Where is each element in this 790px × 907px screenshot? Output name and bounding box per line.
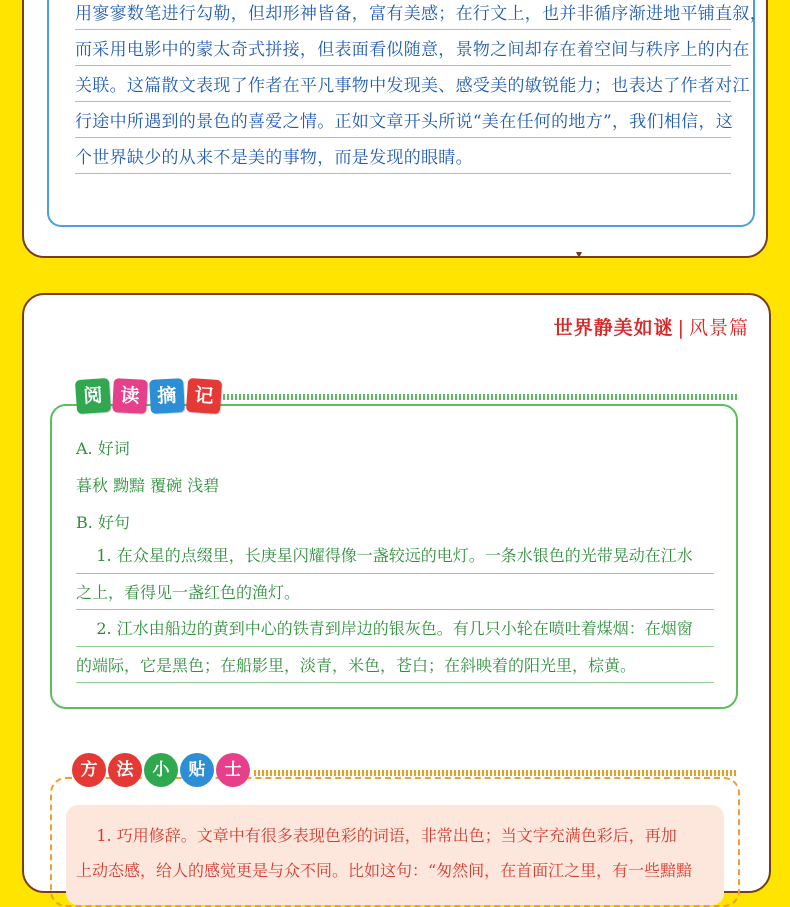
reading-notes-tag bbox=[76, 379, 221, 413]
series-header bbox=[554, 313, 749, 340]
top-card bbox=[22, 0, 768, 258]
series-subtitle: 风景篇 bbox=[688, 317, 749, 339]
tag-char: 小 bbox=[144, 753, 178, 787]
method-tips-content bbox=[66, 805, 724, 905]
good-sentences bbox=[76, 537, 714, 683]
sentence-line: 的端际，它是黑色；在船影里，淡青，米色，苍白；在斜映着的阳光里，棕黄。 bbox=[76, 647, 714, 684]
good-words: 暮秋 黝黯 覆碗 浅碧 bbox=[76, 476, 220, 495]
analysis-text bbox=[75, 0, 767, 174]
series-divider: | bbox=[677, 317, 685, 339]
sentence-line: 2. 江水由船边的黄到中心的铁青到岸边的银灰色。有几只小轮在喷吐着煤烟：在烟窗 bbox=[76, 610, 714, 647]
dotted-divider bbox=[223, 394, 738, 400]
analysis-line: 个世界缺少的从来不是美的事物，而是发现的眼睛。 bbox=[75, 138, 731, 174]
tag-char: 法 bbox=[108, 753, 142, 787]
method-tips-tag bbox=[72, 753, 250, 787]
tip-line: 1. 巧用修辞。文章中有很多表现色彩的词语，非常出色；当文字充满色彩后，再加 bbox=[76, 826, 677, 845]
tag-char: 摘 bbox=[149, 378, 185, 414]
good-words-label: A. 好词 bbox=[76, 439, 130, 458]
main-card bbox=[22, 293, 771, 893]
analysis-line: 而采用电影中的蒙太奇式拼接，但表面看似随意，景物之间却存在着空间与秩序上的内在 bbox=[75, 30, 731, 66]
analysis-box bbox=[47, 0, 767, 227]
tag-char: 贴 bbox=[180, 753, 214, 787]
tag-char: 士 bbox=[216, 753, 250, 787]
page-arrow-icon bbox=[576, 252, 582, 258]
sentence-line: 1. 在众星的点缀里，长庚星闪耀得像一盏较远的电灯。一条水银色的光带晃动在江水 bbox=[76, 537, 714, 574]
analysis-line: 行途中所遇到的景色的喜爱之情。正如文章开头所说“美在任何的地方”，我们相信，这 bbox=[75, 102, 731, 138]
sentence-line: 之上，看得见一盏红色的渔灯。 bbox=[76, 574, 714, 611]
tag-char: 读 bbox=[112, 378, 148, 414]
dotted-divider bbox=[254, 770, 738, 776]
tag-char: 方 bbox=[72, 753, 106, 787]
series-title: 世界静美如谜 bbox=[553, 317, 674, 339]
analysis-line: 关联。这篇散文表现了作者在平凡事物中发现美、感受美的敏锐能力；也表达了作者对江 bbox=[75, 66, 731, 102]
tag-char: 阅 bbox=[75, 378, 111, 414]
tip-line: 上动态感，给人的感觉更是与众不同。比如这句：“匆然间，在首面江之里，有一些黯黯 bbox=[76, 861, 693, 880]
tag-char: 记 bbox=[186, 378, 222, 414]
good-sentences-label: B. 好句 bbox=[76, 513, 130, 532]
analysis-line: 用寥寥数笔进行勾勒，但却形神皆备，富有美感；在行文上，也并非循序渐进地平铺直叙， bbox=[75, 0, 731, 30]
